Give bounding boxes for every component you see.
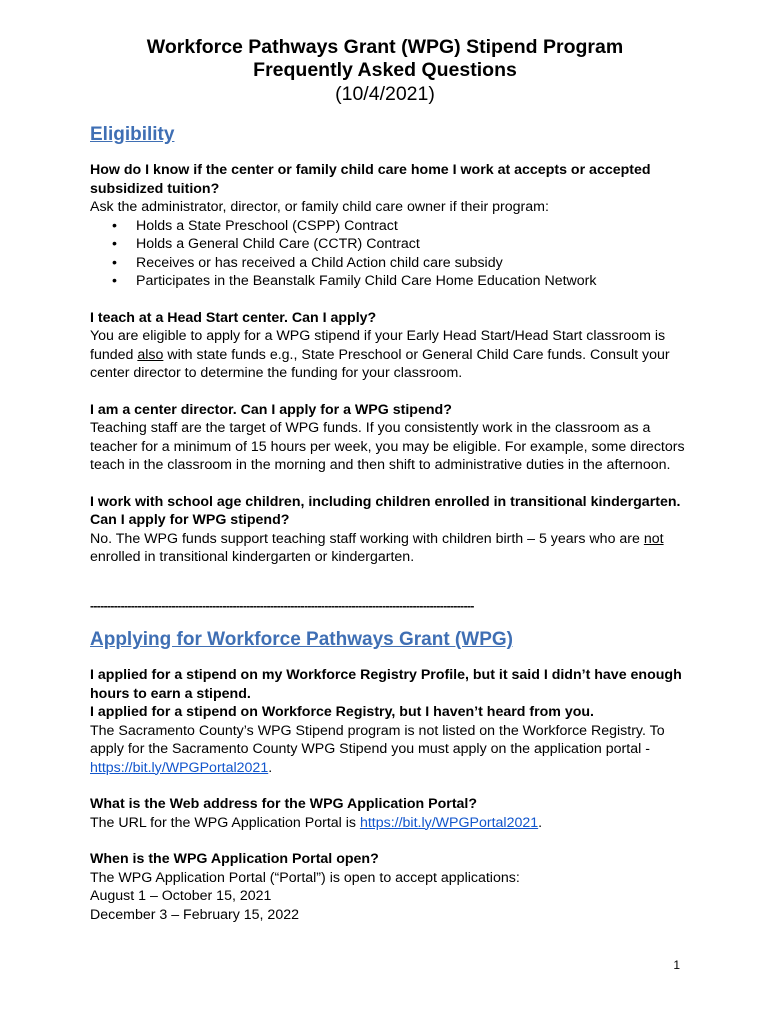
portal-date-range-2: December 3 – February 15, 2022: [90, 906, 299, 923]
eligibility-question-1: How do I know if the center or family child care home I work at accepts or accepted subsidized tuition?: [90, 162, 651, 197]
answer-text: The Sacramento County’s WPG Stipend program is not listed on the Workforce Registry. To apply for the Sacramento County WPG Stipend you must apply on the application portal -: [90, 722, 665, 757]
eligibility-question-2: I teach at a Head Start center. Can I apply?: [90, 309, 377, 326]
applying-question-1b: I applied for a stipend on Workforce Registry, but I haven’t heard from you.: [90, 704, 594, 720]
answer-text: .: [268, 759, 273, 776]
answer-text: .: [538, 814, 543, 831]
portal-date-range-1: August 1 – October 15, 2021: [90, 888, 272, 904]
eligibility-answer-3: Teaching staff are the target of WPG funds. If you consistently work in the classroom as a teacher for a minimum of 15 hours per week, you may be eligible. For example, some directors teach in the classroom in the morning and then shift to administrative duties in the afternoon.: [90, 420, 685, 473]
applying-section: [90, 628, 690, 924]
list-item: • Holds a General Child Care (CCTR) Contract: [112, 235, 690, 254]
answer-text: No. The WPG funds support teaching staff working with children birth – 5 years who are: [90, 530, 644, 547]
applying-question-2: What is the Web address for the WPG Application Portal?: [90, 796, 478, 812]
list-item: • Receives or has received a Child Action child care subsidy: [112, 254, 690, 273]
answer-text: You are eligible to apply for a WPG stipend if your Early Head Start/Head Start classroom is funded: [90, 328, 666, 363]
section-divider: -----------------------------------------------------------------------------------------------------------------: [90, 599, 474, 613]
title-block: [0, 36, 770, 107]
applying-question-3: When is the WPG Application Portal open?: [90, 851, 379, 867]
title-line-1: Workforce Pathways Grant (WPG) Stipend Program: [146, 36, 624, 58]
page-number: 1: [673, 958, 680, 972]
answer-text: enrolled in transitional kindergarten or kindergarten.: [90, 549, 415, 565]
answer-text: The URL for the WPG Application Portal is: [90, 814, 360, 831]
applying-answer-1: [90, 722, 690, 778]
answer-text: with state funds e.g., State Preschool or General Child Care funds. Consult your center director to determine the funding for your classroom.: [90, 346, 670, 381]
eligibility-section: [90, 123, 690, 567]
eligibility-answer-2: [90, 327, 690, 383]
eligibility-heading: Eligibility: [90, 124, 175, 145]
eligibility-answer-1: Ask the administrator, director, or family child care owner if their program:: [90, 199, 549, 215]
portal-link[interactable]: https://bit.ly/WPGPortal2021: [90, 759, 269, 776]
list-item: • Participates in the Beanstalk Family Child Care Home Education Network: [112, 272, 690, 291]
underlined-word: not: [643, 530, 664, 547]
eligibility-question-3: I am a center director. Can I apply for a WPG stipend?: [90, 401, 452, 418]
document-date: (10/4/2021): [335, 83, 435, 105]
program-criteria-list: [90, 217, 690, 291]
applying-heading: Applying for Workforce Pathways Grant (WPG): [90, 629, 513, 650]
eligibility-answer-4: [90, 530, 690, 567]
portal-link[interactable]: https://bit.ly/WPGPortal2021: [359, 814, 539, 831]
applying-question-1a: I applied for a stipend on my Workforce Registry Profile, but it said I didn’t have enough hours to earn a stipend.: [90, 667, 682, 702]
eligibility-question-4: I work with school age children, including children enrolled in transitional kindergarten. Can I apply for WPG stipend?: [90, 493, 681, 528]
underlined-word: also: [137, 346, 164, 363]
list-item: • Holds a State Preschool (CSPP) Contract: [112, 217, 690, 236]
applying-answer-2: [90, 814, 690, 833]
applying-answer-3: The WPG Application Portal (“Portal”) is open to accept applications:: [90, 869, 520, 886]
title-line-2: Frequently Asked Questions: [253, 59, 517, 81]
